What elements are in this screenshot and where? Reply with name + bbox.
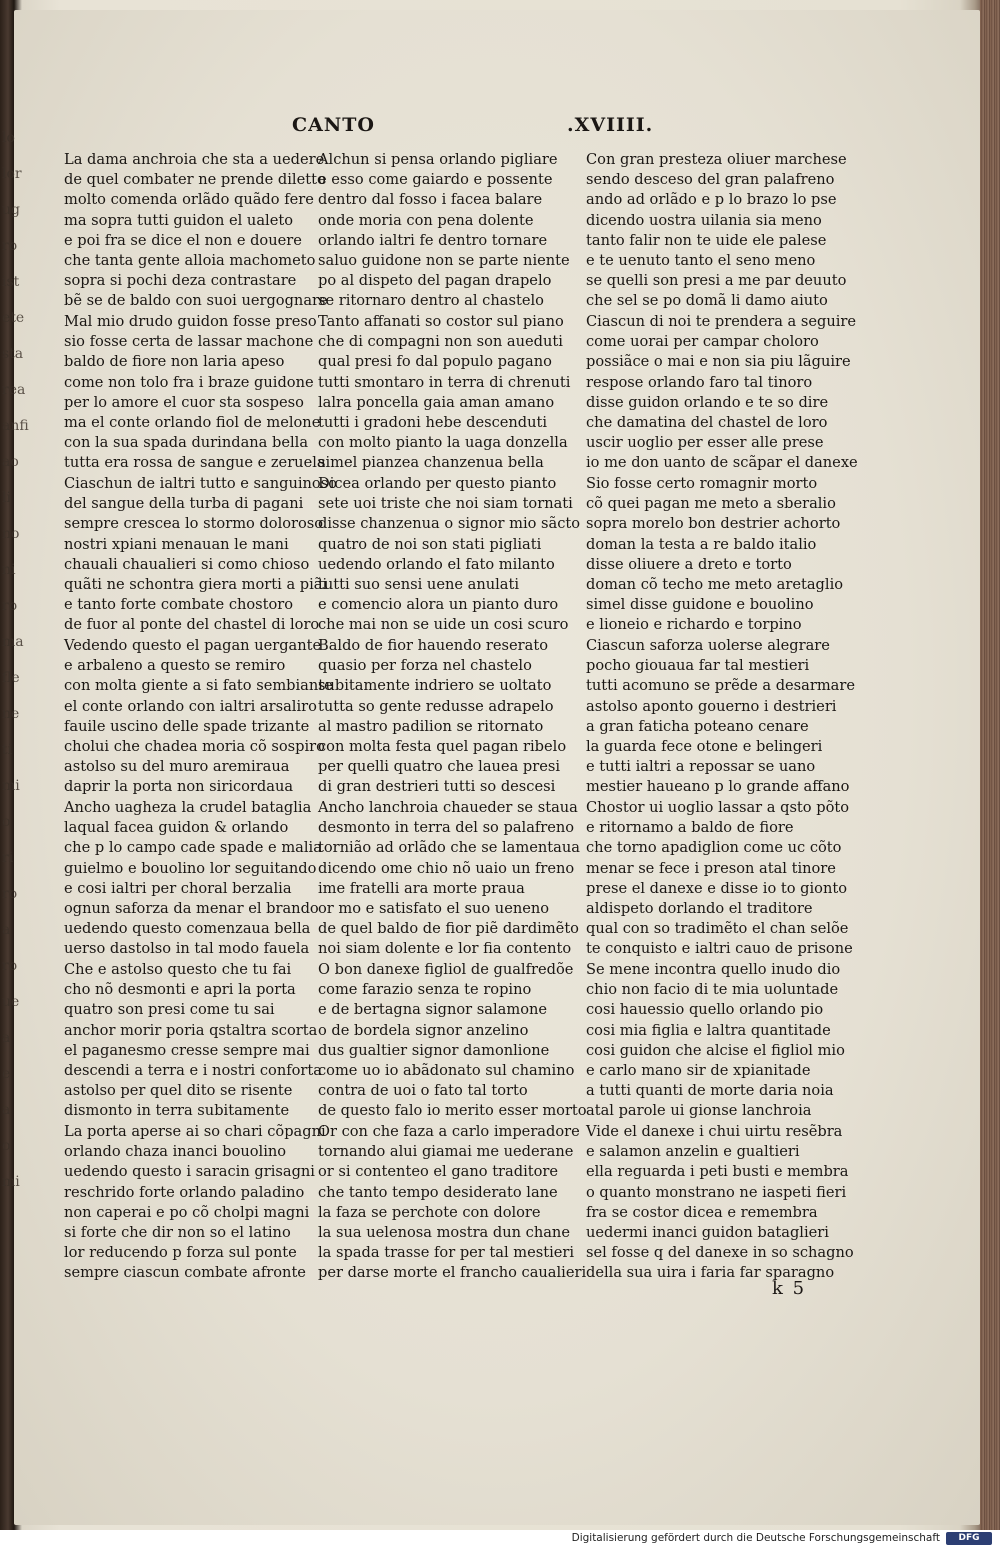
verse-line: che p lo campo cade spade e malia [64,839,322,857]
verse-line: el conte orlando con ialtri arsaliro [64,697,317,715]
verse-line: con la sua spada durindana bella [64,434,309,452]
verse-line: guielmo e bouolino lor seguitando [64,859,317,877]
verse-line: dismonto in terra subitamente [64,1102,290,1120]
verse-line: o quanto monstrano ne iaspeti fieri [586,1183,847,1201]
verse-line: reschrido forte orlando paladino [64,1183,305,1201]
verse-line: ognun saforza da menar el brando [64,899,319,917]
verse-line: baldo de fiore non laria apeso [64,353,285,371]
verse-line: e tutti ialtri a repossar se uano [586,758,816,776]
stanza [64,636,332,798]
bleed-fragment: fle [2,670,20,686]
verse-line: quasio per forza nel chastelo [318,657,532,675]
verse-line: cosi guidon che alcise el figliol mio [586,1041,845,1059]
verse-line: di gran destrieri tutti so descesi [318,778,556,796]
verse-line: e esso come gaiardo e possente [318,171,553,189]
verse-line: ime fratelli ara morte praua [318,879,525,897]
verse-line: se ritornaro dentro al chastelo [318,292,544,310]
bleed-fragment: lor [2,166,22,182]
bleed-fragment: ug [2,202,20,218]
verse-line: e tanto forte combate chostoro [64,596,294,614]
funding-credit: Digitalisierung gefördert durch die Deutsche Forschungsgemeinschaft [571,1532,940,1544]
verse-line: tutti smontaro in terra di chrenuti [318,373,571,391]
verse-line: Or con che faza a carlo imperadore [318,1123,580,1140]
stanza [64,150,332,312]
verse-line: disse oliuere a dreto e torto [586,555,792,573]
verse-line: atal parole ui gionse lanchroia [586,1102,812,1120]
verse-line: lor reducendo p forza sul ponte [64,1244,297,1262]
verse-line: simel disse guidone e bouolino [586,596,814,614]
verse-line: sempre crescea lo stormo doloroso [64,515,324,533]
verse-line: tutta era rossa de sangue e zeruela [64,454,326,472]
verse-line: che damatina del chastel de loro [586,413,828,431]
verse-line: e te uenuto tanto el seno meno [586,251,816,269]
verse-line: chauali chaualieri si como chioso [64,555,310,573]
bleed-fragment: ro [2,958,18,974]
bleed-fragment: e [2,1066,11,1082]
verse-line: se quelli son presi a me par deuuto [586,272,847,290]
verse-line: che mai non se uide un cosi scuro [318,616,569,634]
verse-line: cho nõ desmonti e apri la porta [64,981,296,999]
signature-mark: k 5 [772,1278,807,1299]
verse-line: sendo desceso del gran palafreno [586,171,835,189]
verse-line: come uorai per campar choloro [586,333,819,351]
verse-line: molto comenda orlãdo quãdo fere [64,191,314,209]
bleed-fragment: ro [2,238,18,254]
verse-line: doman la testa a re baldo italio [586,535,817,553]
verse-line: che torno apadiglion come uc cõto [586,839,842,857]
verse-line: sopra morelo bon destrier achorto [586,515,841,533]
verse-line: anchor morir poria qstaltra scorta [64,1021,318,1039]
stanza [318,798,586,960]
verse-line: saluo guidone non se parte niente [318,251,570,269]
verse-line: sempre ciascun combate afronte [64,1264,306,1282]
verse-line: tutta so gente redusse adrapelo [318,697,554,715]
verse-line: sel fosse q del danexe in so schagno [586,1244,854,1262]
stanza [586,636,854,798]
stanza [586,798,854,960]
verse-line: e salamon anzelin e gualtieri [586,1143,800,1161]
verse-line: dentro dal fosso i facea balare [318,191,543,209]
verse-line: e arbaleno a questo se remiro [64,657,286,675]
verse-line: e poi fra se dice el non e douere [64,231,302,249]
verse-line: uedendo orlando el fato milanto [318,555,555,573]
verse-line: fra se costor dicea e remembra [586,1203,818,1221]
verse-line: Tanto affanati so costor sul piano [318,313,564,330]
stanza [318,636,586,798]
verse-line: Ancho uagheza la crudel bataglia [64,799,312,816]
verse-line: te conquisto e ialtri cauo de prisone [586,940,853,958]
footer-bar [0,1530,1000,1548]
verse-line: ando ad orlãdo e p lo brazo lo pse [586,191,837,209]
verse-line: con molta festa quel pagan ribelo [318,737,567,755]
verse-line: al mastro padilion se ritornato [318,717,544,735]
verse-line: dicendo ome chio nõ uaio un freno [318,859,575,877]
verse-line: sopra si pochi deza contrastare [64,272,297,290]
bleed-fragment: rea [2,382,26,398]
stanza [64,960,332,1122]
verse-line: del sangue della turba di pagani [64,495,304,513]
verse-line: Chostor ui uoglio lassar a qsto põto [586,799,850,816]
facing-page-bleed [2,120,29,1220]
verse-line: de quel baldo de fior piẽ dardimẽto [318,920,579,938]
verse-line: Se mene incontra quello inudo dio [586,961,841,978]
book-page-edges [980,0,1000,1530]
verse-line: e de bertagna signor salamone [318,1001,548,1019]
verse-line: prese el danexe e disse io to gionto [586,879,848,897]
verse-line: Con gran presteza oliuer marchese [586,151,847,168]
verse-line: ella reguarda i peti busti e membra [586,1163,849,1181]
bleed-fragment: a [2,1102,11,1118]
verse-line: sete uoi triste che noi siam tornati [318,495,573,513]
verse-line: La porta aperse ai so chari cõpagni [64,1123,326,1140]
stanza [64,312,332,474]
verse-line: non caperai e po cõ cholpi magni [64,1203,310,1221]
verse-line: respose orlando faro tal tinoro [586,373,813,391]
verse-line: che tanta gente alloia machometo [64,251,316,269]
verse-line: per darse morte el francho caualieri [318,1264,587,1282]
verse-line: contra de uoi o fato tal torto [318,1082,528,1100]
verse-line: come farazio senza te ropino [318,981,532,999]
verse-line: chio non facio di te mia uoluntade [586,981,839,999]
verse-line: la guarda fece otone e belingeri [586,737,823,755]
verse-line: nostri xpiani menauan le mani [64,535,289,553]
verse-line: sio fosse certa de lassar machone [64,333,314,351]
verse-line: ma sopra tutti guidon el ualeto [64,211,293,229]
verse-line: cosi mia figlia e laltra quantitade [586,1021,831,1039]
verse-line: come non tolo fra i braze guidone [64,373,314,391]
verse-line: con molto pianto la uaga donzella [318,434,568,452]
stanza [64,798,332,960]
verse-line: qual con so tradimẽto el chan selõe [586,920,849,938]
page-header [0,114,1000,138]
verse-line: Baldo de fior hauendo reserato [318,637,548,654]
verse-line: Che e astolso questo che tu fai [64,961,292,978]
verse-line: disse chanzenua o signor mio sãcto [318,515,581,533]
verse-line: Vide el danexe i chui uirtu resẽbra [586,1123,843,1140]
verse-line: dus gualtier signor damonlione [318,1041,550,1059]
bleed-fragment: a [2,922,11,938]
verse-line: lalra poncella gaia aman amano [318,393,555,411]
bleed-fragment: a [2,1030,11,1046]
verse-line: con molta giente a si fato sembiante [64,677,333,695]
verse-line: quatro de noi son stati pigliati [318,535,542,553]
verse-line: cholui che chadea moria cõ sospiro [64,737,325,755]
bleed-fragment: ue [2,994,20,1010]
bleed-fragment: li [2,490,11,506]
bleed-fragment: ni [2,562,16,578]
verse-line: el paganesmo cresse sempre mai [64,1041,310,1059]
verse-line: a gran faticha poteano cenare [586,717,809,735]
canto-label: CANTO [292,114,375,136]
verse-line: si forte che dir non so el latino [64,1223,291,1241]
stanza [64,474,337,636]
verse-line: tornando alui giamai me uederane [318,1143,574,1161]
bleed-fragment: ao [2,454,19,470]
verse-line: daprir la porta non siricordaua [64,778,294,796]
bleed-fragment: mi [2,778,20,794]
verse-line: de fuor al ponte del chastel di loro [64,616,320,634]
verse-line: orlando ialtri fe dentro tornare [318,231,548,249]
verse-line: Vedendo questo el pagan uergante [64,637,322,654]
verse-line: or si contenteo el gano traditore [318,1163,559,1181]
verse-line: doman cõ techo me meto aretaglio [586,575,844,593]
verse-line: la sua uelenosa mostra dun chane [318,1223,570,1241]
verse-line: po al dispeto del pagan drapelo [318,272,552,290]
verse-line: e ritornamo a baldo de fiore [586,819,794,837]
verse-line: Alchun si pensa orlando pigliare [318,151,558,168]
bleed-fragment: no [2,526,20,542]
verse-line: mestier haueano p lo grande affano [586,778,850,796]
verse-line: la spada trasse for per tal mestieri [318,1244,575,1262]
verse-line: e carlo mano sir de xpianitade [586,1061,811,1079]
canto-number: .XVIIII. [567,114,654,136]
verse-line: della sua uira i faria far sparagno [586,1264,835,1282]
verse-line: disse guidon orlando e te so dire [586,393,829,411]
verse-line: de questo falo io merito esser morto [318,1102,587,1120]
verse-line: possiãce o mai e non sia piu lãguire [586,353,851,371]
verse-line: tutti acomuno se prẽde a desarmare [586,677,855,695]
verse-line: quãti ne schontra giera morti a piãi [64,575,328,593]
verse-line: aldispeto dorlando el traditore [586,899,813,917]
verse-line: e lioneio e richardo e torpino [586,616,802,634]
dfg-logo: DFG [946,1532,992,1545]
verse-line: uscir uoglio per esser alle prese [586,434,824,452]
bleed-fragment: ro [2,598,18,614]
verse-line: bẽ se de baldo con suoi uergognare [64,292,328,310]
verse-line: noi siam dolente e lor fia contento [318,940,572,958]
verse-line: e cosi ialtri per choral berzalia [64,879,292,897]
bleed-fragment: anfi [2,418,29,434]
verse-line: ma el conte orlando fiol de melone [64,413,321,431]
verse-line: che sel se po domã li damo aiuto [586,292,828,310]
stanza [586,1122,854,1284]
verse-line: astolso su del muro aremiraua [64,758,290,776]
verse-line: uedendo questo comenzaua bella [64,920,311,938]
bleed-fragment: ma [2,634,24,650]
bleed-fragment: lo [2,130,15,146]
bleed-fragment: o [2,814,11,830]
bleed-fragment: ne [2,706,20,722]
stanza [318,1122,586,1284]
verse-line: uerso dastolso in tal modo fauela [64,940,310,958]
verse-line: la faza se perchote con dolore [318,1203,541,1221]
bleed-fragment: o [2,1138,11,1154]
verse-line: uedermi inanci guidon bataglieri [586,1223,829,1241]
verse-line: or mo e satisfato el suo ueneno [318,899,550,917]
text-column-3 [586,150,858,1284]
verse-line: tanto falir non te uide ele palese [586,231,827,249]
verse-line: quatro son presi come tu sai [64,1001,275,1019]
verse-line: pocho giouaua far tal mestieri [586,657,810,675]
stanza [318,312,586,474]
verse-line: e comencio alora un pianto duro [318,596,559,614]
verse-line: che di compagni non son aueduti [318,333,563,351]
verse-line: Sio fosse certo romagnir morto [586,475,818,492]
stanza [318,150,586,312]
verse-line: laqual facea guidon & orlando [64,819,289,837]
verse-line: che tanto tempo desiderato lane [318,1183,558,1201]
bleed-fragment: sta [2,346,24,362]
stanza [64,1122,332,1284]
verse-line: tornião ad orlãdo che se lamentaua [318,839,580,857]
text-column-2 [318,150,586,1284]
verse-line: Mal mio drudo guidon fosse preso [64,313,317,330]
verse-line: onde moria con pena dolente [318,211,534,229]
verse-line: O bon danexe figliol de gualfredõe [318,961,574,978]
verse-line: Ciascun di noi te prendera a seguire [586,313,857,330]
verse-line: Ciascun saforza uolerse alegrare [586,637,830,654]
stanza [586,474,854,636]
verse-line: de quel combater ne prende diletto [64,171,326,189]
verse-line: o de bordela signor anzelino [318,1021,529,1039]
verse-line: orlando chaza inanci bouolino [64,1143,287,1161]
verse-line: a tutti quanti de morte daria noia [586,1082,834,1100]
text-column-1 [64,150,337,1284]
verse-line: subitamente indriero se uoltato [318,677,552,695]
stanza [586,960,854,1122]
verse-line: desmonto in terra del so palafreno [318,819,575,837]
bleed-fragment: mi [2,1174,20,1190]
verse-line: astolso per quel dito se risente [64,1082,293,1100]
verse-line: descendi a terra e i nostri conforta [64,1061,322,1079]
verse-line: come uo io abãdonato sul chamino [318,1061,575,1079]
verse-line: astolso aponto gouerno i destrieri [586,697,837,715]
verse-line: fauile uscino delle spade trizante [64,717,310,735]
verse-line: menar se fece i preson atal tinore [586,859,836,877]
bleed-fragment: ist [2,274,20,290]
verse-line: La dama anchroia che sta a uedere [64,151,325,168]
verse-line: tutti i gradoni hebe descenduti [318,413,548,431]
verse-line: dicendo uostra uilania sia meno [586,211,822,229]
verse-line: io me don uanto de scãpar el danexe [586,454,858,472]
bleed-fragment: ete [2,310,25,326]
verse-line: simel pianzea chanzenua bella [318,454,544,472]
bleed-fragment: ri [2,850,14,866]
verse-line: per lo amore el cuor sta sospeso [64,393,304,411]
verse-line: qual presi fo dal populo pagano [318,353,552,371]
verse-line: Ciaschun de ialtri tutto e sanguinoso [64,475,337,492]
verse-line: cosi hauessio quello orlando pio [586,1001,824,1019]
verse-line: cõ quei pagan me meto a sberalio [586,495,836,513]
bleed-fragment: ti [2,742,13,758]
stanza [586,150,854,312]
verse-line: uedendo questo i saracin grisagni [64,1163,315,1181]
bleed-fragment: ro [2,886,18,902]
verse-line: tutti suo sensi uene anulati [318,575,520,593]
stanza [586,312,858,474]
verse-line: Ancho lanchroia chaueder se staua [318,799,578,816]
stanza [318,960,586,1122]
verse-line: Dicea orlando per questo pianto [318,475,557,492]
verse-line: per quelli quatro che lauea presi [318,758,561,776]
stanza [318,474,586,636]
